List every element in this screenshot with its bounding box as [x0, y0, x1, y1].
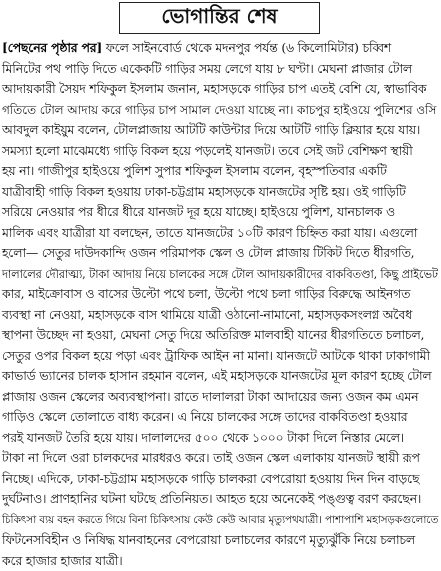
body-line: দালালের দৌরাত্ম্য, টাকা আদায় নিয়ে চালকের সঙ্গে টোল আদায়কারীদের বাকবিতণ্ডা, কিছু প্রাইভেট: [2, 264, 439, 285]
body-line: সরিয়ে নেওয়ার পর ধীরে ধীরে যানজট দূর হয়ে যাচ্ছে। হাইওয়ে পুলিশ, যানচালক ও: [2, 202, 439, 223]
body-line: ফিটনেসবিহীন ও নিষিদ্ধ যানবাহনের বেপরোয়া চলাচলের কারণে মৃত্যুঝুঁকি নিয়ে চলাচল: [2, 530, 439, 551]
body-line: যাত্রীবাহী গাড়ি বিকল হওয়ায় ঢাকা-চট্টগ্রাম মহাসড়কে যানজটের সৃষ্টি হয়। ওই গাড়িটি: [2, 182, 439, 203]
body-line: টাকা না দিলে ওরা চালকদের মারধরও করে। তাই ওজন স্কেল এলাকায় যানজট স্থায়ী রূপ: [2, 448, 439, 469]
body-line: স্থাপনা উচ্ছেদ না হওয়া, মেঘনা সেতু দিয়ে অতিরিক্ত মালবাহী যানের ধীরগতিতে চলাচল,: [2, 325, 439, 346]
continued-label: [পেছনের পৃষ্ঠার পর]: [2, 40, 102, 55]
article-body: [2, 38, 439, 472]
body-line: হলো— সেতুর দাউদকান্দি ওজন পরিমাপক স্কেল ও টোল প্লাজায় টিকিট দিতে ধীরগতি,: [2, 243, 439, 264]
body-line: মিনিটের পথ পাড়ি দিতে একেকটি গাড়ির সময় লেগে যায় ৮ ঘণ্টা। মেঘনা প্লাজার টোল: [2, 59, 439, 80]
body-line: চিকিৎসা ব্যয় বহন করতে গিয়ে বিনা চিকিৎসায় কেউ কেউ আবার মৃত্যুপথযাত্রী। পাশাপাশি মহাসড়কগুলোতে: [2, 510, 439, 531]
body-line: করে হাজার হাজার যাত্রী।: [2, 551, 439, 571]
body-line: আদায়কারী সৈয়দ শফিকুল ইসলাম জনান, মহাসড়কে গাড়ির চাপ এতই বেশি যে, স্বাভাবিক: [2, 79, 439, 100]
body-line: গতিতে টোল আদায় করে গাড়ির চাপ সামাল দেওয়া যাচ্ছে না। কাচপুর হাইওয়ে পুলিশের ওসি: [2, 100, 439, 121]
body-line: গাড়িও স্কেলে তোলাতে বাধ্য করেন। এ নিয়ে চালকের সঙ্গে তাদের বাকবিতণ্ডা হওয়ার: [2, 407, 439, 428]
body-line: প্লাজায় ওজন স্কেলের অব্যবস্থাপনা। রাতে দালালরা টাকা আদায়ের জন্য ওজন কম এমন: [2, 387, 439, 408]
body-line: হয় না। গাজীপুর হাইওয়ে পুলিশ সুপার শফিকুল ইসলাম বলেন, বৃহস্পতিবার একটি: [2, 161, 439, 182]
body-line: নিচ্ছে। এদিকে, ঢাকা-চট্টগ্রাম মহাসড়কে গাড়ি চালকরা বেপরোয়া হওয়ায় দিন দিন বাড়ছে: [2, 469, 439, 490]
body-line: সমস্যা হলো মাঝেমধ্যে গাড়ি বিকল হয়ে পড়লেই যানজট। তবে সেই জট বেশিক্ষণ স্থায়ী: [2, 141, 439, 162]
body-line: কাভার্ড ভ্যানের চালক হাসান রহমান বলেন, এই মহাসড়কে যানজটের মূল কারণ হচ্ছে টোল: [2, 366, 439, 387]
body-line: দুর্ঘটনাও। প্রাণহানির ঘটনা ঘটছে প্রতিনিয়ত। আহত হয়ে অনেকেই পঙ্গুত্ব বরণ করছেন।: [2, 489, 439, 510]
headline: ভোগান্তির শেষ: [161, 2, 277, 35]
body-line: মালিক এবং যাত্রীরা যা বলছেন, তাতে যানজটের ১০টি কারণ চিহ্নিত করা যায়। এগুলো: [2, 223, 439, 244]
body-line: পরই যানজট তৈরি হয়ে যায়। দালালদের ৫০০ থেকে ১০০০ টাকা দিলে নিস্তার মেলে।: [2, 428, 439, 449]
headline-box: [119, 2, 320, 34]
body-line: [পেছনের পৃষ্ঠার পর] ফলে সাইনবোর্ড থেকে মদনপুর পর্যন্ত (৬ কিলোমিটার) চব্বিশ: [2, 38, 439, 59]
body-line: আবদুল কাইয়ুম বলেন, টোলপ্লাজায় আটটি কাউন্টার দিয়ে আটটি গাড়ি ক্লিয়ার হয়ে যায়।: [2, 120, 439, 141]
body-line: কার, মাইক্রোবাস ও বাসের উল্টো পথে চলা, উল্টো পথে চলা গাড়ির বিরুদ্ধে আইনগত: [2, 284, 439, 305]
body-line: ব্যবস্থা না নেওয়া, মহাসড়কে বাস থামিয়ে যাত্রী ওঠানো-নামানো, মহাসড়কসংলগ্ন অবৈধ: [2, 305, 439, 326]
body-line: সেতুর ওপর বিকল হয়ে পড়া এবং ট্রাফিক আইন না মানা। যানজটে আটকে থাকা ঢাকাগামী: [2, 346, 439, 367]
